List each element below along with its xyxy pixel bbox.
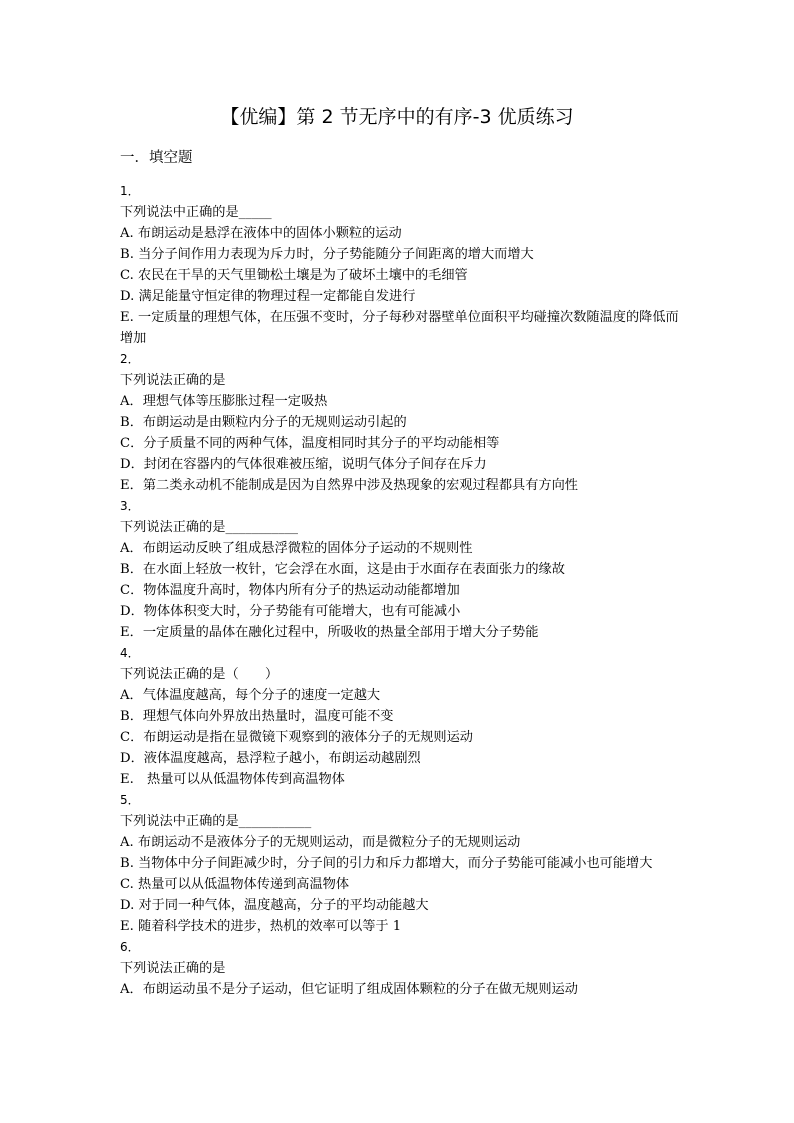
page-title: 【优编】第 2 节无序中的有序-3 优质练习 — [220, 106, 574, 128]
section-heading: 一．填空题 — [120, 150, 193, 166]
option-c: C. 农民在干旱的天气里锄松土壤是为了破坏土壤中的毛细管 — [120, 268, 468, 283]
question-number: 6． — [120, 940, 140, 954]
option-b: B．在水面上轻放一枚针，它会浮在水面，这是由于水面存在表面张力的缘故 — [120, 562, 565, 577]
option-c: C．分子质量不同的两种气体，温度相同时其分子的平均动能相等 — [120, 436, 500, 451]
question-number: 4． — [120, 646, 140, 660]
question-number: 5． — [120, 793, 140, 807]
question-stem: 下列说法正确的是 — [120, 373, 226, 388]
option-a: A．布朗运动虽不是分子运动，但它证明了组成固体颗粒的分子在做无规则运动 — [120, 982, 578, 997]
option-b: B．布朗运动是由颗粒内分子的无规则运动引起的 — [120, 415, 407, 430]
option-e: E．第二类永动机不能制成是因为自然界中涉及热现象的宏观过程都具有方向性 — [120, 478, 578, 493]
option-b: B．理想气体向外界放出热量时，温度可能不变 — [120, 709, 394, 724]
question-stem: 下列说法正确的是（ ） — [120, 667, 279, 682]
option-d: D．液体温度越高，悬浮粒子越小，布朗运动越剧烈 — [120, 751, 421, 766]
option-a: A. 布朗运动是悬浮在液体中的固体小颗粒的运动 — [120, 226, 402, 241]
question-number: 1． — [120, 184, 140, 198]
option-b: B. 当物体中分子间距减少时，分子间的引力和斥力都增大，而分子势能可能减小也可能增大 — [120, 856, 653, 871]
option-e: E. 一定质量的理想气体，在压强不变时，分子每秒对器壁单位面积平均碰撞次数随温度的降低而增加 — [120, 310, 679, 346]
option-c: C．物体温度升高时，物体内所有分子的热运动动能都增加 — [120, 583, 460, 598]
question-stem: 下列说法正确的是___________ — [120, 520, 299, 535]
question-list — [120, 181, 680, 1000]
option-d: D．物体体积变大时，分子势能有可能增大，也有可能减小 — [120, 604, 461, 619]
option-b: B. 当分子间作用力表现为斥力时，分子势能随分子间距离的增大而增大 — [120, 247, 534, 262]
option-c: C. 热量可以从低温物体传递到高温物体 — [120, 877, 350, 892]
option-c: C．布朗运动是指在显微镜下观察到的液体分子的无规则运动 — [120, 730, 473, 745]
option-d: D．封闭在容器内的气体很难被压缩，说明气体分子间存在斥力 — [120, 457, 487, 472]
option-a: A．理想气体等压膨胀过程一定吸热 — [120, 394, 328, 409]
question-stem: 下列说法中正确的是___________ — [120, 814, 312, 829]
option-e: E. 热量可以从低温物体传到高温物体 — [120, 772, 345, 787]
question-number: 2． — [120, 352, 140, 366]
option-a: A．气体温度越高，每个分子的速度一定越大 — [120, 688, 381, 703]
option-e: E. 随着科学技术的进步，热机的效率可以等于 1 — [120, 919, 402, 934]
option-d: D. 满足能量守恒定律的物理过程一定都能自发进行 — [120, 289, 416, 304]
question-number: 3． — [120, 499, 140, 513]
option-a: A. 布朗运动不是液体分子的无规则运动，而是微粒分子的无规则运动 — [120, 835, 521, 850]
question-stem: 下列说法正确的是 — [120, 961, 226, 976]
option-a: A．布朗运动反映了组成悬浮微粒的固体分子运动的不规则性 — [120, 541, 473, 556]
option-e: E．一定质量的晶体在融化过程中，所吸收的热量全部用于增大分子势能 — [120, 625, 539, 640]
question-stem: 下列说法中正确的是_____ — [120, 205, 272, 220]
option-d: D. 对于同一种气体，温度越高，分子的平均动能越大 — [120, 898, 429, 913]
